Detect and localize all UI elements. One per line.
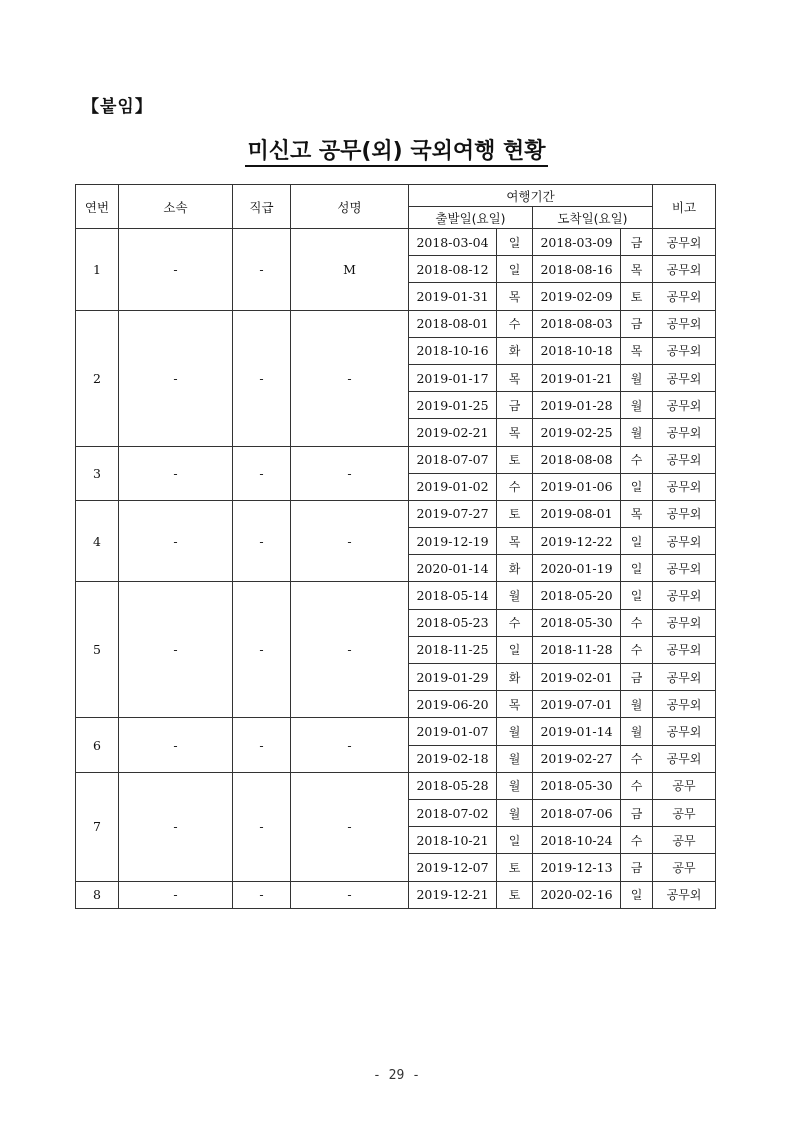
name-cell: - — [291, 881, 409, 908]
rank-cell: - — [233, 772, 291, 881]
remarks-cell: 공무 — [653, 799, 716, 826]
departure-date-cell: 2019-12-07 — [409, 854, 497, 881]
departure-date-cell: 2018-05-23 — [409, 609, 497, 636]
departure-date-cell: 2018-03-04 — [409, 229, 497, 256]
departure-day-cell: 토 — [497, 500, 533, 527]
header-name: 성명 — [291, 185, 409, 229]
remarks-cell: 공무외 — [653, 609, 716, 636]
departure-date-cell: 2019-01-07 — [409, 718, 497, 745]
arrival-date-cell: 2019-02-01 — [533, 664, 621, 691]
table-row — [76, 229, 716, 256]
remarks-cell: 공무외 — [653, 364, 716, 391]
departure-date-cell: 2019-02-18 — [409, 745, 497, 772]
departure-date-cell: 2019-06-20 — [409, 691, 497, 718]
arrival-day-cell: 수 — [621, 446, 653, 473]
departure-date-cell: 2019-12-21 — [409, 881, 497, 908]
departure-day-cell: 목 — [497, 419, 533, 446]
remarks-cell: 공무외 — [653, 555, 716, 582]
departure-day-cell: 월 — [497, 772, 533, 799]
arrival-day-cell: 월 — [621, 419, 653, 446]
header-rank: 직급 — [233, 185, 291, 229]
departure-day-cell: 토 — [497, 446, 533, 473]
departure-date-cell: 2019-01-31 — [409, 283, 497, 310]
arrival-day-cell: 월 — [621, 691, 653, 718]
header-departure: 출발일(요일) — [409, 207, 533, 229]
header-travel-period: 여행기간 — [409, 185, 653, 207]
document-title — [0, 134, 793, 165]
affiliation-cell: - — [119, 500, 233, 582]
affiliation-cell: - — [119, 446, 233, 500]
rank-cell: - — [233, 500, 291, 582]
table-row — [76, 772, 716, 799]
arrival-date-cell: 2018-08-08 — [533, 446, 621, 473]
departure-day-cell: 일 — [497, 636, 533, 663]
remarks-cell: 공무외 — [653, 664, 716, 691]
arrival-day-cell: 금 — [621, 310, 653, 337]
affiliation-cell: - — [119, 310, 233, 446]
table-row — [76, 582, 716, 609]
departure-day-cell: 목 — [497, 528, 533, 555]
departure-date-cell: 2020-01-14 — [409, 555, 497, 582]
name-cell: - — [291, 718, 409, 772]
remarks-cell: 공무외 — [653, 310, 716, 337]
departure-day-cell: 월 — [497, 582, 533, 609]
arrival-day-cell: 금 — [621, 854, 653, 881]
remarks-cell: 공무외 — [653, 691, 716, 718]
arrival-day-cell: 목 — [621, 256, 653, 283]
remarks-cell: 공무외 — [653, 256, 716, 283]
remarks-cell: 공무외 — [653, 283, 716, 310]
departure-date-cell: 2018-07-02 — [409, 799, 497, 826]
departure-day-cell: 수 — [497, 609, 533, 636]
arrival-day-cell: 토 — [621, 283, 653, 310]
rank-cell: - — [233, 229, 291, 311]
departure-day-cell: 수 — [497, 310, 533, 337]
document-title-text: 미신고 공무(외) 국외여행 현황 — [245, 139, 547, 167]
departure-date-cell: 2018-05-28 — [409, 772, 497, 799]
arrival-date-cell: 2018-05-30 — [533, 609, 621, 636]
departure-date-cell: 2019-01-29 — [409, 664, 497, 691]
arrival-day-cell: 수 — [621, 636, 653, 663]
arrival-date-cell: 2019-01-28 — [533, 392, 621, 419]
remarks-cell: 공무 — [653, 827, 716, 854]
arrival-date-cell: 2019-12-13 — [533, 854, 621, 881]
seq-cell: 7 — [76, 772, 119, 881]
rank-cell: - — [233, 582, 291, 718]
seq-cell: 6 — [76, 718, 119, 772]
departure-day-cell: 월 — [497, 799, 533, 826]
remarks-cell: 공무외 — [653, 718, 716, 745]
remarks-cell: 공무외 — [653, 473, 716, 500]
arrival-day-cell: 월 — [621, 718, 653, 745]
remarks-cell: 공무외 — [653, 881, 716, 908]
departure-date-cell: 2019-12-19 — [409, 528, 497, 555]
arrival-day-cell: 일 — [621, 555, 653, 582]
departure-day-cell: 목 — [497, 691, 533, 718]
arrival-day-cell: 일 — [621, 473, 653, 500]
arrival-day-cell: 수 — [621, 745, 653, 772]
arrival-day-cell: 일 — [621, 528, 653, 555]
table-body — [76, 229, 716, 909]
remarks-cell: 공무 — [653, 772, 716, 799]
arrival-date-cell: 2018-10-24 — [533, 827, 621, 854]
arrival-date-cell: 2019-01-21 — [533, 364, 621, 391]
remarks-cell: 공무외 — [653, 419, 716, 446]
seq-cell: 3 — [76, 446, 119, 500]
arrival-day-cell: 월 — [621, 364, 653, 391]
departure-day-cell: 목 — [497, 283, 533, 310]
remarks-cell: 공무외 — [653, 636, 716, 663]
remarks-cell: 공무외 — [653, 446, 716, 473]
affiliation-cell: - — [119, 718, 233, 772]
arrival-day-cell: 수 — [621, 827, 653, 854]
remarks-cell: 공무 — [653, 854, 716, 881]
arrival-day-cell: 일 — [621, 881, 653, 908]
departure-day-cell: 토 — [497, 881, 533, 908]
arrival-date-cell: 2019-02-27 — [533, 745, 621, 772]
departure-day-cell: 화 — [497, 555, 533, 582]
departure-day-cell: 일 — [497, 229, 533, 256]
table-row — [76, 500, 716, 527]
arrival-date-cell: 2019-08-01 — [533, 500, 621, 527]
arrival-day-cell: 수 — [621, 772, 653, 799]
remarks-cell: 공무외 — [653, 745, 716, 772]
arrival-date-cell: 2018-07-06 — [533, 799, 621, 826]
remarks-cell: 공무외 — [653, 528, 716, 555]
departure-day-cell: 금 — [497, 392, 533, 419]
name-cell: - — [291, 582, 409, 718]
seq-cell: 4 — [76, 500, 119, 582]
departure-day-cell: 토 — [497, 854, 533, 881]
seq-cell: 2 — [76, 310, 119, 446]
arrival-date-cell: 2018-08-03 — [533, 310, 621, 337]
departure-date-cell: 2019-01-25 — [409, 392, 497, 419]
arrival-date-cell: 2018-08-16 — [533, 256, 621, 283]
seq-cell: 1 — [76, 229, 119, 311]
affiliation-cell: - — [119, 772, 233, 881]
departure-date-cell: 2018-05-14 — [409, 582, 497, 609]
name-cell: - — [291, 310, 409, 446]
departure-day-cell: 화 — [497, 337, 533, 364]
table-row — [76, 446, 716, 473]
departure-day-cell: 목 — [497, 364, 533, 391]
departure-date-cell: 2019-07-27 — [409, 500, 497, 527]
name-cell: M — [291, 229, 409, 311]
header-affiliation: 소속 — [119, 185, 233, 229]
departure-day-cell: 일 — [497, 256, 533, 283]
departure-day-cell: 화 — [497, 664, 533, 691]
departure-date-cell: 2018-08-01 — [409, 310, 497, 337]
arrival-day-cell: 월 — [621, 392, 653, 419]
arrival-day-cell: 금 — [621, 664, 653, 691]
seq-cell: 5 — [76, 582, 119, 718]
arrival-date-cell: 2020-02-16 — [533, 881, 621, 908]
table-row — [76, 881, 716, 908]
remarks-cell: 공무외 — [653, 229, 716, 256]
arrival-date-cell: 2018-05-30 — [533, 772, 621, 799]
affiliation-cell: - — [119, 229, 233, 311]
rank-cell: - — [233, 446, 291, 500]
arrival-day-cell: 금 — [621, 799, 653, 826]
rank-cell: - — [233, 881, 291, 908]
arrival-date-cell: 2019-12-22 — [533, 528, 621, 555]
travel-table — [75, 184, 716, 909]
arrival-day-cell: 수 — [621, 609, 653, 636]
attachment-label: 【붙임】 — [82, 97, 153, 117]
arrival-date-cell: 2019-07-01 — [533, 691, 621, 718]
affiliation-cell: - — [119, 582, 233, 718]
arrival-date-cell: 2018-11-28 — [533, 636, 621, 663]
departure-day-cell: 월 — [497, 718, 533, 745]
remarks-cell: 공무외 — [653, 500, 716, 527]
departure-date-cell: 2019-01-02 — [409, 473, 497, 500]
departure-day-cell: 일 — [497, 827, 533, 854]
remarks-cell: 공무외 — [653, 392, 716, 419]
remarks-cell: 공무외 — [653, 337, 716, 364]
arrival-day-cell: 금 — [621, 229, 653, 256]
arrival-date-cell: 2019-01-06 — [533, 473, 621, 500]
table-header — [76, 185, 716, 229]
departure-date-cell: 2018-10-21 — [409, 827, 497, 854]
departure-day-cell: 수 — [497, 473, 533, 500]
table-row — [76, 310, 716, 337]
header-arrival: 도착일(요일) — [533, 207, 653, 229]
header-remarks: 비고 — [653, 185, 716, 229]
departure-date-cell: 2019-01-17 — [409, 364, 497, 391]
arrival-date-cell: 2018-10-18 — [533, 337, 621, 364]
table-row — [76, 718, 716, 745]
arrival-date-cell: 2018-03-09 — [533, 229, 621, 256]
arrival-date-cell: 2019-02-09 — [533, 283, 621, 310]
departure-date-cell: 2018-11-25 — [409, 636, 497, 663]
arrival-date-cell: 2019-01-14 — [533, 718, 621, 745]
arrival-date-cell: 2020-01-19 — [533, 555, 621, 582]
arrival-day-cell: 일 — [621, 582, 653, 609]
departure-day-cell: 월 — [497, 745, 533, 772]
name-cell: - — [291, 446, 409, 500]
remarks-cell: 공무외 — [653, 582, 716, 609]
arrival-day-cell: 목 — [621, 500, 653, 527]
name-cell: - — [291, 772, 409, 881]
seq-cell: 8 — [76, 881, 119, 908]
departure-date-cell: 2019-02-21 — [409, 419, 497, 446]
page-number: - 29 - — [373, 1068, 420, 1083]
departure-date-cell: 2018-08-12 — [409, 256, 497, 283]
name-cell: - — [291, 500, 409, 582]
departure-date-cell: 2018-10-16 — [409, 337, 497, 364]
departure-date-cell: 2018-07-07 — [409, 446, 497, 473]
rank-cell: - — [233, 718, 291, 772]
arrival-date-cell: 2018-05-20 — [533, 582, 621, 609]
arrival-date-cell: 2019-02-25 — [533, 419, 621, 446]
rank-cell: - — [233, 310, 291, 446]
affiliation-cell: - — [119, 881, 233, 908]
arrival-day-cell: 목 — [621, 337, 653, 364]
header-seq: 연번 — [76, 185, 119, 229]
